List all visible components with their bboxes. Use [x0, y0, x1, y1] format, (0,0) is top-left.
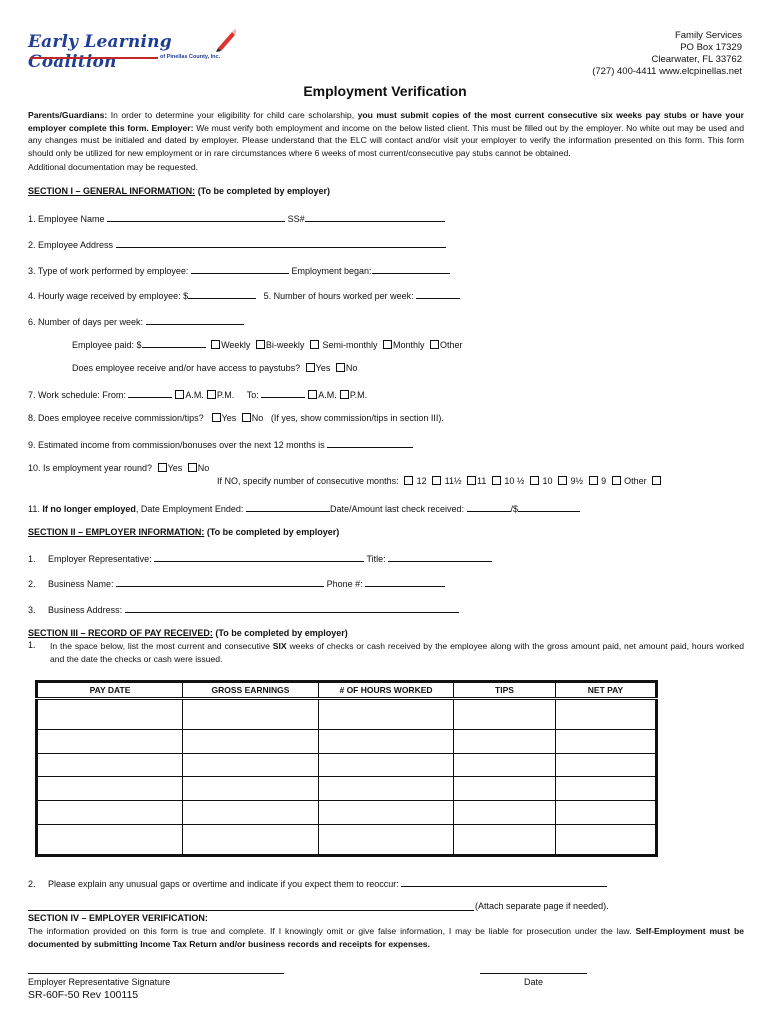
section3-note: (To be completed by employer): [212, 628, 348, 638]
pay-date-cell[interactable]: [37, 699, 183, 730]
months-10-label: 10: [542, 476, 553, 486]
employee-address-field[interactable]: [116, 238, 446, 248]
tips-cell[interactable]: [454, 777, 556, 801]
gaps-explanation-field[interactable]: [401, 877, 607, 887]
address-line-2: PO Box 17329: [680, 42, 742, 53]
months-9-label: 9: [601, 476, 607, 486]
months-11-checkbox[interactable]: [467, 476, 476, 485]
months-10-5-label: 10 ½: [504, 476, 525, 486]
tips-cell[interactable]: [454, 824, 556, 855]
from-am-label: A.M.: [185, 390, 204, 400]
q7-label: 7. Work schedule: From:: [28, 390, 126, 400]
table-row: [37, 753, 657, 777]
weekly-label: Weekly: [221, 340, 251, 350]
ss-label: SS#: [287, 214, 305, 224]
net-cell[interactable]: [556, 699, 657, 730]
from-pm-checkbox[interactable]: [207, 390, 216, 399]
col-tips: TIPS: [454, 682, 556, 699]
date-line[interactable]: [480, 973, 587, 974]
table-row: [37, 699, 657, 730]
tips-yes-checkbox[interactable]: [212, 413, 221, 422]
yearround-yes-checkbox[interactable]: [158, 463, 167, 472]
days-per-week-field[interactable]: [146, 315, 244, 325]
paystubs-yes-label: Yes: [315, 363, 331, 373]
gross-cell[interactable]: [183, 730, 319, 754]
tips-yes-label: Yes: [221, 413, 237, 423]
pay-table-header: [37, 682, 657, 699]
tips-cell[interactable]: [454, 753, 556, 777]
q11-label: , Date Employment Ended:: [135, 504, 244, 514]
gaps-explanation-line-2[interactable]: [28, 910, 474, 911]
section2-note: (To be completed by employer): [204, 527, 340, 537]
yearround-no-label: No: [197, 463, 210, 473]
monthly-label: Monthly: [393, 340, 425, 350]
from-pm-label: P.M.: [216, 390, 235, 400]
business-name-field[interactable]: [116, 577, 324, 587]
hourly-wage-field[interactable]: [188, 289, 256, 299]
logo-wordmark: Early Learning Coalition: [28, 32, 172, 72]
weekly-checkbox[interactable]: [211, 340, 220, 349]
crayon-icon: [214, 28, 236, 52]
col-pay-date: PAY DATE: [37, 682, 183, 699]
months-row: [217, 476, 662, 486]
tips-cell[interactable]: [454, 730, 556, 754]
section4-body: The information provided on this form is true and complete. If I knowingly omit or give false information, I may be liable for prosecution under the law.: [28, 926, 636, 936]
net-cell[interactable]: [556, 753, 657, 777]
title-label: Title:: [366, 554, 386, 564]
phone-label: Phone #:: [326, 579, 363, 589]
address-line-3: Clearwater, FL 33762: [651, 54, 742, 65]
to-am-checkbox[interactable]: [308, 390, 317, 399]
section3-item1-text: [50, 640, 744, 665]
table-row: [37, 801, 657, 825]
r3-number: 3.: [28, 605, 36, 615]
business-address-row: [28, 603, 459, 615]
ss-field[interactable]: [305, 212, 445, 222]
intro-label-employer: Employer:: [148, 122, 194, 133]
col-hours-worked: # OF HOURS WORKED: [319, 682, 454, 699]
schedule-from-field[interactable]: [128, 388, 172, 398]
q8-note: (If yes, show commission/tips in section III).: [270, 413, 444, 423]
section4-bold: Self-Employment must be documented by submitting Income Tax Return and/or business records and receipts for expenses.: [28, 926, 744, 949]
schedule-to-field[interactable]: [261, 388, 305, 398]
paystubs-no-label: No: [345, 363, 358, 373]
pay-date-cell[interactable]: [37, 777, 183, 801]
employee-paid-row: [72, 338, 463, 350]
last-check-amount-field[interactable]: [518, 502, 580, 512]
to-label: To:: [246, 390, 259, 400]
gross-cell[interactable]: [183, 699, 319, 730]
employer-rep-row: [28, 552, 492, 564]
q3-label: 3. Type of work performed by employee:: [28, 266, 189, 276]
yearround-yes-label: Yes: [167, 463, 183, 473]
section3-item1-number: 1.: [28, 640, 36, 650]
section1-title: SECTION I – GENERAL INFORMATION:: [28, 186, 196, 196]
address-line-4: (727) 400-4411 www.elcpinellas.net: [592, 66, 742, 77]
work-type-field[interactable]: [191, 264, 289, 274]
business-name-row: [28, 577, 445, 589]
r1-number: 1.: [28, 554, 36, 564]
item2-number: 2.: [28, 879, 36, 889]
months-12-checkbox[interactable]: [404, 476, 413, 485]
hours-cell[interactable]: [319, 777, 454, 801]
q1-label: 1. Employee Name: [28, 214, 105, 224]
intro-label-parents: Parents/Guardians:: [28, 110, 108, 120]
last-check-label: Date/Amount last check received:: [329, 504, 465, 514]
paystubs-yes-checkbox[interactable]: [306, 363, 315, 372]
q8-label: 8. Does employee receive commission/tips?: [28, 413, 204, 423]
signature-label: Employer Representative Signature: [28, 977, 171, 987]
last-check-sep: /$: [510, 504, 519, 514]
q2-row: [28, 238, 446, 250]
business-name-label: Business Name:: [48, 579, 114, 589]
yearround-no-checkbox[interactable]: [188, 463, 197, 472]
intro-additional: Additional documentation may be requested.: [28, 162, 199, 172]
hours-per-week-field[interactable]: [416, 289, 460, 299]
other-checkbox[interactable]: [430, 340, 439, 349]
pay-date-cell[interactable]: [37, 801, 183, 825]
hours-cell[interactable]: [319, 753, 454, 777]
date-ended-field[interactable]: [246, 502, 330, 512]
intro-bold: you must submit copies of the most current consecutive six weeks pay stubs or have your employer complete this form.: [28, 110, 744, 133]
section2-heading: [28, 527, 339, 537]
section3-heading: [28, 628, 348, 638]
elc-logo: [28, 14, 238, 72]
months-other-label: Other: [624, 476, 647, 486]
months-11-5-checkbox[interactable]: [432, 476, 441, 485]
business-address-label: Business Address:: [48, 605, 123, 615]
q2-label: 2. Employee Address: [28, 240, 114, 250]
biweekly-checkbox[interactable]: [256, 340, 265, 349]
phone-field[interactable]: [365, 577, 445, 587]
q10-label: 10. Is employment year round?: [28, 463, 153, 473]
gross-cell[interactable]: [183, 753, 319, 777]
employee-paid-field[interactable]: [142, 338, 206, 348]
col-gross-earnings: GROSS EARNINGS: [183, 682, 319, 699]
estimated-income-field[interactable]: [327, 438, 413, 448]
hours-cell[interactable]: [319, 801, 454, 825]
q11-number: 11.: [28, 504, 40, 514]
q4-label: 4. Hourly wage received by employee: $: [28, 291, 189, 301]
q11-bold: If no longer employed: [42, 504, 136, 514]
semimonthly-label: Semi-monthly: [322, 340, 378, 350]
pay-record-table: [35, 680, 658, 857]
q11-row: [28, 502, 580, 514]
gross-cell[interactable]: [183, 824, 319, 855]
semimonthly-checkbox[interactable]: [310, 340, 319, 349]
section3-title: SECTION III – RECORD OF PAY RECEIVED:: [28, 628, 213, 638]
gross-cell[interactable]: [183, 777, 319, 801]
q5-label: 5. Number of hours worked per week:: [263, 291, 414, 301]
tips-no-checkbox[interactable]: [242, 413, 251, 422]
r2-number: 2.: [28, 579, 36, 589]
employment-began-field[interactable]: [372, 264, 450, 274]
paystubs-no-checkbox[interactable]: [336, 363, 345, 372]
intro-text-1: In order to determine your eligibility for child care scholarship,: [107, 110, 358, 120]
months-12-label: 12: [416, 476, 427, 486]
last-check-date-field[interactable]: [467, 502, 511, 512]
page-title: Employment Verification: [303, 83, 467, 99]
date-label: Date: [524, 977, 544, 987]
address-line-1: Family Services: [674, 30, 742, 41]
business-address-field[interactable]: [125, 603, 459, 613]
q10-row: [28, 463, 209, 473]
employee-paid-label: Employee paid: $: [72, 340, 142, 350]
paystubs-label: Does employee receive and/or have access to paystubs?: [72, 363, 301, 373]
employer-rep-field[interactable]: [154, 552, 364, 562]
gross-cell[interactable]: [183, 801, 319, 825]
table-row: [37, 824, 657, 855]
section3-item2: [28, 877, 607, 889]
item2-label: Please explain any unusual gaps or overtime and indicate if you expect them to reoccur:: [48, 879, 399, 889]
form-number: SR-60F-50 Rev 100115: [28, 989, 139, 1001]
months-other-checkbox[interactable]: [612, 476, 621, 485]
to-pm-label: P.M.: [349, 390, 368, 400]
q7-row: [28, 388, 367, 400]
q1-row: [28, 212, 445, 224]
employer-rep-label: Employer Representative:: [48, 554, 152, 564]
months-other-value-checkbox[interactable]: [652, 476, 661, 485]
q3-row: [28, 264, 450, 276]
tips-no-label: No: [251, 413, 264, 423]
pay-date-cell[interactable]: [37, 730, 183, 754]
to-pm-checkbox[interactable]: [340, 390, 349, 399]
months-10-checkbox[interactable]: [530, 476, 539, 485]
paystubs-row: [72, 363, 357, 373]
months-9-checkbox[interactable]: [589, 476, 598, 485]
title-field[interactable]: [388, 552, 492, 562]
attach-note: (Attach separate page if needed).: [475, 901, 609, 911]
months-9-5-label: 9½: [570, 476, 584, 486]
col-net-pay: NET PAY: [556, 682, 657, 699]
pay-date-cell[interactable]: [37, 753, 183, 777]
hours-cell[interactable]: [319, 730, 454, 754]
item1-six: SIX: [272, 641, 287, 651]
tips-cell[interactable]: [454, 801, 556, 825]
to-am-label: A.M.: [318, 390, 337, 400]
from-am-checkbox[interactable]: [175, 390, 184, 399]
hours-cell[interactable]: [319, 699, 454, 730]
item1-text-b: weeks of checks or cash received by the employee along with the gross amount paid, net amount paid, hours worked and the date the checks or cash were issued.: [50, 641, 744, 664]
logo-underline: [30, 57, 158, 59]
monthly-checkbox[interactable]: [383, 340, 392, 349]
hours-cell[interactable]: [319, 824, 454, 855]
other-label: Other: [440, 340, 463, 350]
employee-name-field[interactable]: [107, 212, 285, 222]
logo-subtitle: of Pinellas County, Inc.: [160, 54, 221, 60]
q8-row: [28, 413, 444, 423]
pay-date-cell[interactable]: [37, 824, 183, 855]
q9-label: 9. Estimated income from commission/bonuses over the next 12 months is: [28, 440, 325, 450]
section1-heading: [28, 186, 330, 196]
months-11-label: 11: [477, 476, 487, 486]
net-cell[interactable]: [556, 777, 657, 801]
tips-cell[interactable]: [454, 699, 556, 730]
table-row: [37, 777, 657, 801]
section4-text: [28, 925, 744, 950]
biweekly-label: Bi-weekly: [265, 340, 305, 350]
section4-heading: SECTION IV – EMPLOYER VERIFICATION:: [28, 913, 208, 923]
net-cell[interactable]: [556, 730, 657, 754]
section2-title: SECTION II – EMPLOYER INFORMATION:: [28, 527, 205, 537]
months-label: If NO, specify number of consecutive months:: [217, 476, 399, 486]
intro-text-2: We must verify both employment and income on the below listed client. This must be filled out by the employer. No white out may be used and any changes must be initialed and dated by employer. Please understand that the ELC will contact and/or visit your employer to verify the information presented on this form. This form should only be utilized for new employment or in rare circumstances where 6 weeks of most current/consecutive pay stubs cannot be obtained.: [28, 122, 744, 158]
months-11-5-label: 11½: [444, 476, 462, 486]
section1-note: (To be completed by employer): [195, 186, 331, 196]
months-9-5-checkbox[interactable]: [558, 476, 567, 485]
net-cell[interactable]: [556, 824, 657, 855]
q4-row: [28, 289, 460, 301]
net-cell[interactable]: [556, 801, 657, 825]
q6-label: 6. Number of days per week:: [28, 317, 144, 327]
signature-line[interactable]: [28, 973, 284, 974]
q6-row: [28, 315, 244, 327]
item1-text-a: In the space below, list the most current and consecutive: [50, 641, 273, 651]
employment-began-label: Employment began:: [291, 266, 372, 276]
months-10-5-checkbox[interactable]: [492, 476, 501, 485]
q9-row: [28, 438, 413, 450]
intro-paragraph: [28, 109, 744, 159]
table-row: [37, 730, 657, 754]
